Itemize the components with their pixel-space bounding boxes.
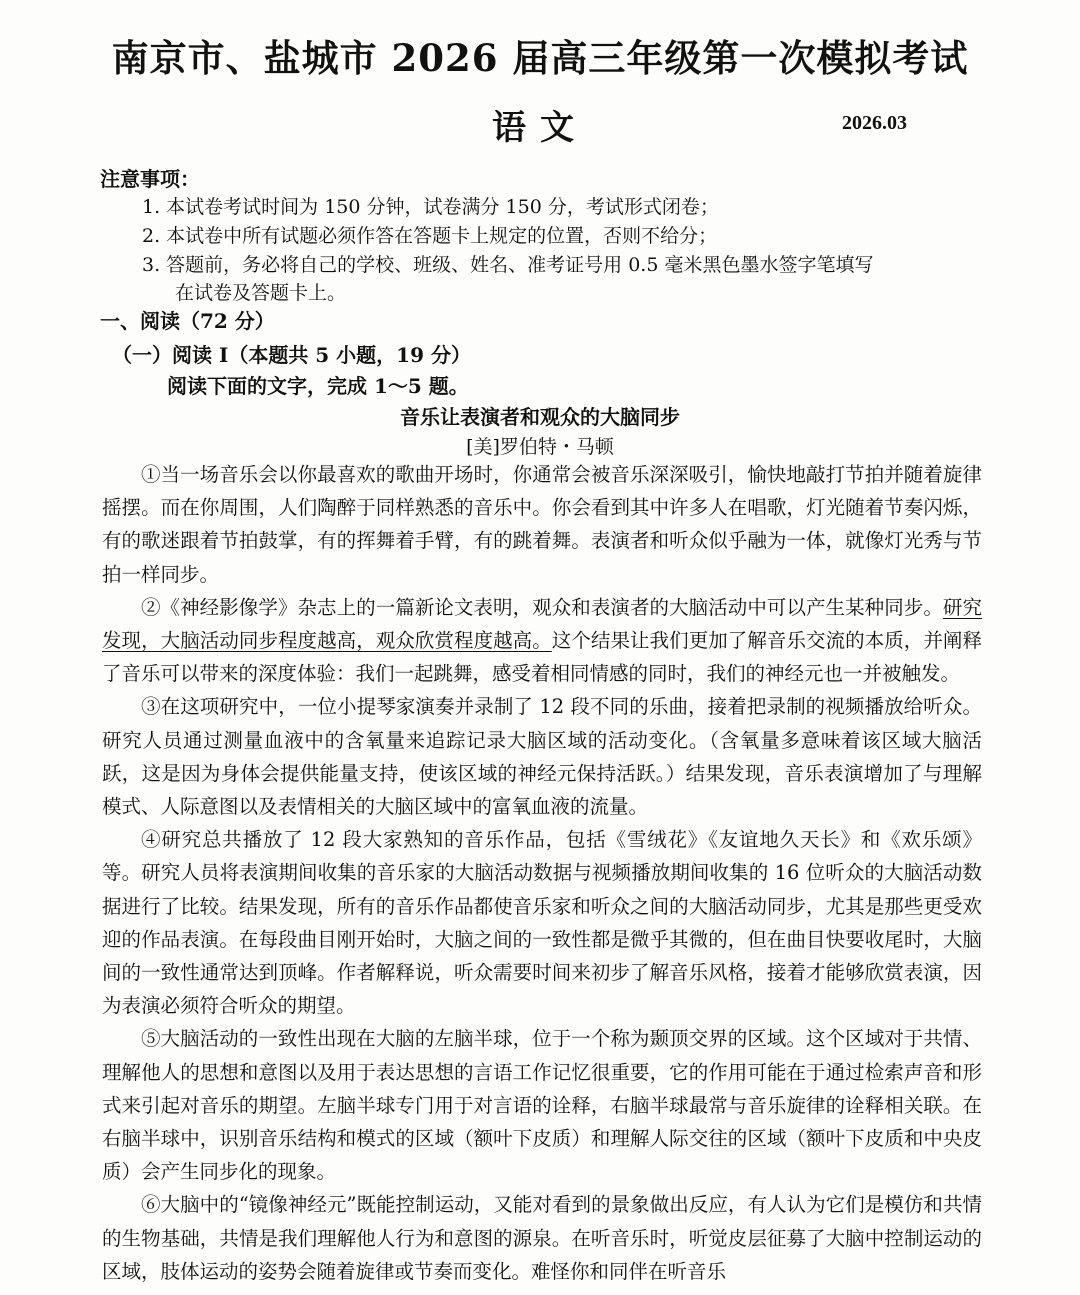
- notice-item: 2. 本试卷中所有试题必须作答在答题卡上规定的位置，否则不给分；: [142, 225, 718, 247]
- paragraph-2-rest: 这个结果让我们更加了解音乐交流的本质，并阐释了音乐可以带来的深度体验：我们一起跳舞，感受着相同情感的同时，我们的神经元也一并被触发。: [102, 629, 982, 686]
- notice-item: 在试卷及答题卡上。: [175, 282, 347, 304]
- subject-title: 语文: [492, 108, 588, 148]
- article-body: [102, 458, 982, 1288]
- paragraph-2: [102, 591, 982, 691]
- paragraph-2-lead: ②《神经影像学》杂志上的一篇新论文表明，观众和表演者的大脑活动中可以产生某种同步。: [141, 595, 943, 619]
- paragraph-5: ⑤大脑活动的一致性出现在大脑的左脑半球，位于一个称为颞顶交界的区域。这个区域对于共情、理解他人的思想和意图以及用于表达思想的言语工作记忆很重要，它的作用可能在于通过检索声音和形式来引起对音乐的期望。左脑半球专门用于对言语的诠释，右脑半球最常与音乐旋律的诠释相关联。在右脑半球中，识别音乐结构和模式的区域（额叶下皮质）和理解人际交往的区域（额叶下皮质和中央皮质）会产生同步化的现象。: [102, 1027, 982, 1184]
- underlined-sentence: 研究发现，大脑活动同步程度越高，观众欣赏程度越高。: [102, 595, 982, 653]
- reading-instruction: 阅读下面的文字，完成 1～5 题。: [167, 374, 469, 398]
- paragraph-3: ③在这项研究中，一位小提琴家演奏并录制了 12 段不同的乐曲，接着把录制的视频播放给听众。研究人员通过测量血液中的含氧量来追踪记录大脑区域的活动变化。（含氧量多意味着该区域大脑活跃，这是因为身体会提供能量支持，使该区域的神经元保持活跃。）结果发现，音乐表演增加了与理解模式、人际意图以及表情相关的大脑区域中的富氧血液的流量。: [102, 695, 982, 819]
- paragraph-4: ④研究总共播放了 12 段大家熟知的音乐作品，包括《雪绒花》《友谊地久天长》和《欢乐颂》等。研究人员将表演期间收集的音乐家的大脑活动数据与视频播放期间收集的 16 位听众的大脑活动数据进行了比较。结果发现，所有的音乐作品都使音乐家和听众之间的大脑活动同步，尤其是那些更受欢迎的作品表演。在每段曲目刚开始时，大脑之间的一致性都是微乎其微的，但在曲目快要收尾时，大脑间的一致性通常达到顶峰。作者解释说，听众需要时间来初步了解音乐风格，接着才能够欣赏表演，因为表演必须符合听众的期望。: [102, 828, 982, 1018]
- section-heading: 一、阅读（72 分）: [100, 309, 275, 333]
- notice-item: 1. 本试卷考试时间为 150 分钟，试卷满分 150 分，考试形式闭卷；: [142, 196, 719, 218]
- exam-title: 南京市、盐城市 2026 届高三年级第一次模拟考试: [111, 36, 969, 80]
- subsection-heading: （一）阅读 Ⅰ（本题共 5 小题，19 分）: [112, 343, 471, 367]
- article-title: 音乐让表演者和观众的大脑同步: [400, 405, 680, 429]
- paragraph-1: ①当一场音乐会以你最喜欢的歌曲开场时，你通常会被音乐深深吸引，愉快地敲打节拍并随着旋律摇摆。而在你周围，人们陶醉于同样熟悉的音乐中。你会看到其中许多人在唱歌，灯光随着节奏闪烁，有的歌迷跟着节拍鼓掌，有的挥舞着手臂，有的跳着舞。表演者和听众似乎融为一体，就像灯光秀与节拍一样同步。: [102, 463, 982, 586]
- notice-heading: 注意事项：: [100, 167, 200, 191]
- paragraph-6: ⑥大脑中的“镜像神经元”既能控制运动，又能对看到的景象做出反应，有人认为它们是模仿和共情的生物基础，共情是我们理解他人行为和意图的源泉。在听音乐时，听觉皮层征募了大脑中控制运动的区域，肢体运动的姿势会随着旋律或节奏而变化。难怪你和同伴在听音乐: [102, 1193, 982, 1283]
- exam-date: 2026.03: [842, 112, 907, 134]
- article-author: [美]罗伯特・马顿: [466, 436, 614, 458]
- notice-item: 3. 答题前，务必将自己的学校、班级、姓名、准考证号用 0.5 毫米黑色墨水签字笔填写: [142, 254, 874, 276]
